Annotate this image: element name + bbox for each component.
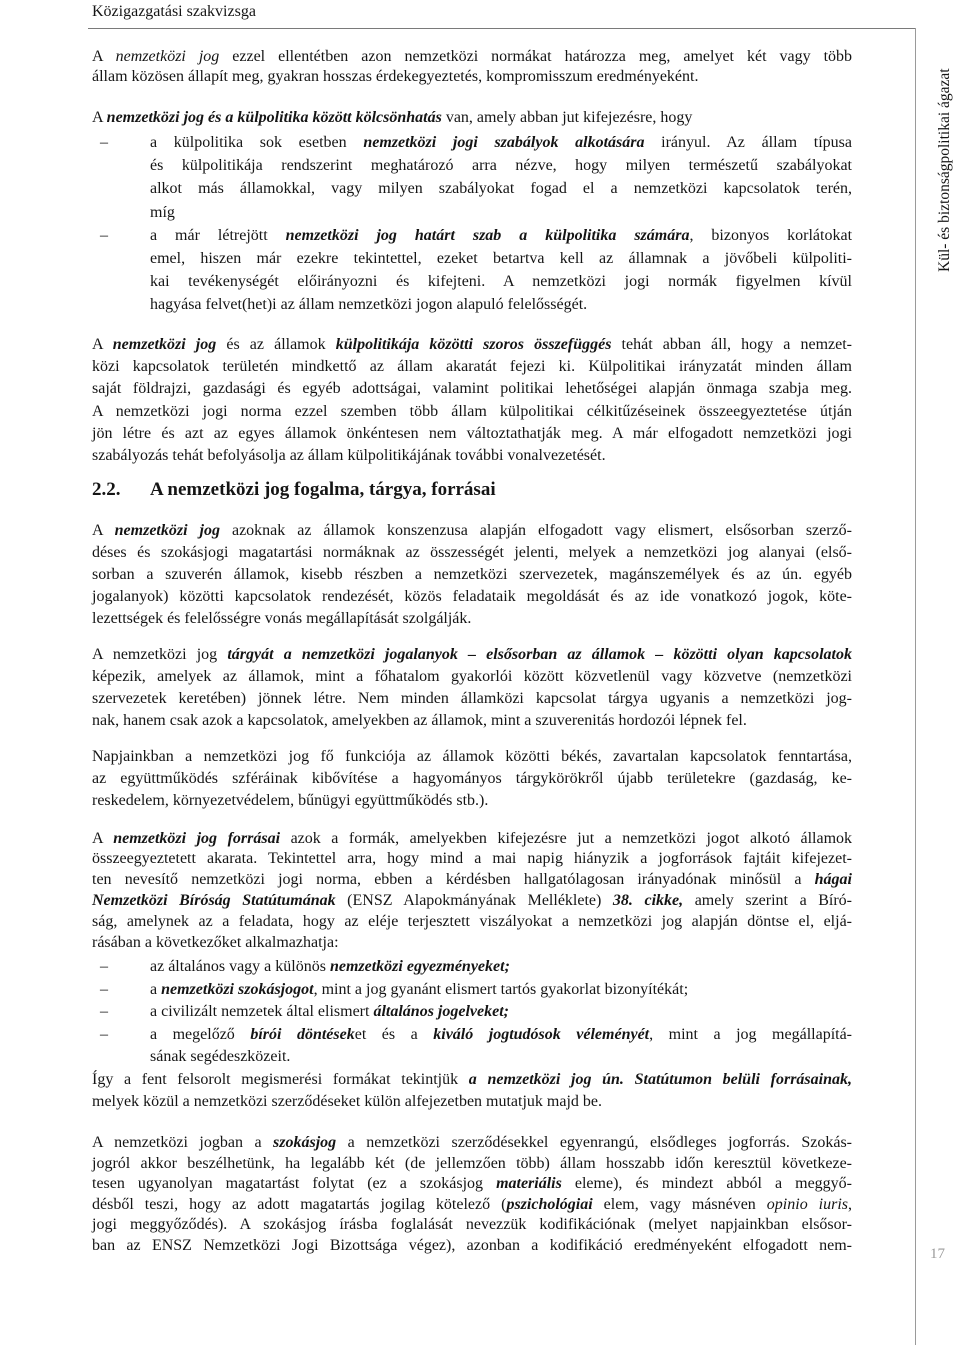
text-line xyxy=(92,1174,852,1195)
text-run: saját földrajzi, gazdasági és egyéb adottságai, valamint politikai lehetőségei alapján önmaga szabja meg. xyxy=(92,380,852,398)
text-run: míg xyxy=(150,203,175,221)
text-run: szabályozás tehát befolyásolja az állam külpolitikájának további vonalvezetését. xyxy=(92,446,606,464)
section-title: A nemzetközi jog fogalma, tárgya, forrásai xyxy=(150,479,496,500)
text-line xyxy=(92,445,852,467)
list-item xyxy=(92,956,852,979)
running-header-title: Közigazgatási szakvizsga xyxy=(92,3,256,20)
text-run: hagyása felvet(het)i az állam nemzetközi jogon alapuló felelősségét. xyxy=(150,296,588,314)
text-line xyxy=(92,423,852,445)
text-run: kai tevékenységét előirányozni és kifejteni. A nemzetközi jogi normák figyelmen kívül xyxy=(150,273,852,291)
text-run: jön létre és azt az egyes államok önkéntesen nem változtathatják meg. A már elfogadott nemzetközi jogi xyxy=(92,424,852,442)
text-run: amely szerint a Bíró- xyxy=(683,892,853,910)
list-item xyxy=(92,131,852,224)
text-run: lezettségek és felelősségre vonás megállapítását szolgálják. xyxy=(92,610,472,627)
text-run: , bizonyos korlátokat xyxy=(689,226,853,244)
text-run: külpolitikája közötti szoros összefüggés xyxy=(335,336,612,353)
text-run: nemzetközi jog és a külpolitika között kölcsönhatás xyxy=(106,109,442,126)
list-item-text xyxy=(150,956,852,979)
text-line xyxy=(92,586,852,608)
text-run: szokásjog xyxy=(273,1134,337,1151)
paragraph-function xyxy=(92,746,852,812)
text-line xyxy=(92,688,852,710)
text-run: jogi meggyőződés). A szokásjog írásba foglalását nevezzük kodifikációnak (melyet napjainkban elsősor- xyxy=(92,1216,852,1233)
text-run: közi kapcsolatok területén mindkettő az állam akaratát fejezi ki. Külpolitikai irányzatát minden állam xyxy=(92,358,852,376)
text-line xyxy=(92,644,852,666)
text-line xyxy=(150,247,852,270)
text-run: désből teszi, hogy az adott magatartás jogilag kötelező ( xyxy=(92,1195,507,1213)
list-item xyxy=(92,1024,852,1069)
interaction-dash-list xyxy=(92,131,852,317)
text-run: ezzel ellentétben azon nemzetközi normákat határozza meg, amelyet két vagy több xyxy=(219,48,853,65)
text-run: képezik, amelyek az államok, mint a főhatalom gyakorlói között közvetlenül vagy közvetve (nemzetközi xyxy=(92,668,852,685)
text-run: pszichológiai xyxy=(506,1195,593,1213)
text-line xyxy=(92,401,852,423)
text-run: irányul. Az állam típusa xyxy=(644,134,853,151)
text-run: összeegyeztetett akarata. Tekintettel arra, hogy mind a mai napig hiányzik a jogforrások fajtáit kifejezet- xyxy=(92,850,852,868)
section-number: 2.2. xyxy=(92,479,121,500)
list-item xyxy=(92,979,852,1002)
page-number: 17 xyxy=(930,1246,945,1262)
text-run: A xyxy=(92,336,113,353)
text-line xyxy=(92,870,852,891)
paragraph-subject xyxy=(92,644,852,732)
text-run: a civilizált nemzetek által elismert xyxy=(150,1003,374,1021)
text-run: tesen ugyanolyan magatartást folytat (ez a szokásjog xyxy=(92,1175,497,1192)
text-line xyxy=(92,1195,852,1216)
text-run: a xyxy=(150,980,162,998)
text-line xyxy=(92,47,852,67)
text-run: nemzetközi egyezményeket; xyxy=(329,958,510,975)
list-dash: – xyxy=(100,958,108,975)
text-line xyxy=(92,564,852,586)
text-line xyxy=(92,849,852,870)
text-line xyxy=(150,224,852,247)
text-run: a külpolitika sok esetben xyxy=(150,134,364,151)
text-line xyxy=(92,1091,852,1113)
text-line xyxy=(92,746,852,768)
text-run: az együttműködés szféráinak kibővítése a hagyományos tárgykörökről újabb területekre (gazdaság, ke- xyxy=(92,770,852,787)
text-run: rásában a következőket alkalmazhatja: xyxy=(92,933,339,951)
text-run: A nemzetközi jogban a xyxy=(92,1134,274,1151)
text-run: A xyxy=(92,109,107,126)
text-run: a már létrejött xyxy=(150,226,286,244)
text-run: A nemzetközi jogi norma ezzel szemben több állam külpolitikai célkitűzéseinek összeegyeztetése útján xyxy=(92,402,852,420)
section-heading xyxy=(92,478,852,502)
text-run: ság, amelynek az a feladata, hogy az eléje terjesztett viszályokat a nemzetközi jog alapján döntse el, eljá- xyxy=(92,913,852,931)
text-line xyxy=(150,1001,852,1024)
list-dash: – xyxy=(100,1003,108,1021)
text-run: alkot más államokkal, vagy milyen szabályokat fogad el a nemzetközi kapcsolatok terén, xyxy=(150,180,852,198)
text-run: , mint a jog gyanánt elismert tartós gyakorlat bizonyítékát; xyxy=(313,980,689,998)
text-run: opinio iuris xyxy=(766,1195,849,1213)
text-line xyxy=(92,933,852,954)
text-run: a nemzetközi szerződésekkel egyenrangú, elsődleges jogforrás. Szokás- xyxy=(336,1134,853,1151)
text-run: ten nevesítő nemzetközi jogi norma, ebben a kérdésben hallgatólagosan irányadónak minősül a xyxy=(92,871,815,889)
text-run: ban az ENSZ Nemzetközi Jogi Bizottsága végez), azonban a kodifikáció eredményeként elfogadott nem- xyxy=(92,1236,852,1254)
text-line xyxy=(150,131,852,154)
text-run: azok a formák, amelyekben kifejezésre jut a nemzetközi jogot alkotó államok xyxy=(280,829,853,847)
text-line xyxy=(150,270,852,293)
text-run: általános jogelveket; xyxy=(373,1003,509,1021)
text-run: nak, hanem csak azok a kapcsolatok, amelyekben az államok, mint a szuverenitás hordozói lépnek fel. xyxy=(92,712,747,729)
paragraph-definition xyxy=(92,520,852,630)
text-run: nemzetközi jog xyxy=(112,336,217,353)
text-run: nemzetközi szokásjogot xyxy=(161,980,314,998)
text-run: jogalanyok) közötti kapcsolatok rendezését, közös feladataik megoldását és az ide vonatkozó jogok, köte- xyxy=(92,588,852,605)
text-line xyxy=(92,790,852,812)
text-line xyxy=(92,1133,852,1154)
text-line xyxy=(92,378,852,400)
paragraph-connection xyxy=(92,334,852,467)
list-item-text xyxy=(150,979,852,1002)
text-line xyxy=(150,956,852,979)
header-divider xyxy=(88,28,916,29)
text-run: A xyxy=(92,48,116,65)
paragraph-sources xyxy=(92,829,852,954)
list-dash: – xyxy=(100,134,108,151)
text-run: tárgyát a nemzetközi jogalanyok – elsősorban az államok – közötti olyan kapcsolatok xyxy=(227,646,853,663)
list-dash: – xyxy=(100,980,108,998)
text-run: eleme), és mindezt abból a meggyő- xyxy=(561,1175,853,1192)
text-run: azoknak az államok konszenzusa alapján elfogadott vagy elismert, elsősorban szerző- xyxy=(219,522,853,539)
paragraph-interaction xyxy=(92,107,852,129)
text-run: van, amely abban jut kifejezésre, hogy xyxy=(441,109,693,126)
text-line xyxy=(92,334,852,356)
list-item-text xyxy=(150,224,852,317)
text-line xyxy=(92,768,852,790)
text-run: A xyxy=(92,829,114,847)
text-run: reskedelem, környezetvédelem, bűnügyi együttműködés stb.). xyxy=(92,792,489,809)
text-run: (ENSZ Alapokmányának Melléklete) xyxy=(335,892,613,910)
text-run: kiváló jogtudósok véleményét xyxy=(433,1025,650,1043)
text-run: Így a fent felsorolt megismerési formákat tekintjük xyxy=(92,1071,469,1088)
text-line xyxy=(92,710,852,732)
paragraph-statute-sources xyxy=(92,1069,852,1113)
text-run: , mint a jog megállapítá- xyxy=(649,1025,853,1043)
text-run: Nemzetközi Bíróság Statútumának xyxy=(92,892,336,910)
text-run: nemzetközi jog xyxy=(114,522,220,539)
margin-divider xyxy=(915,28,916,1345)
text-run: et és a xyxy=(354,1025,434,1043)
text-line xyxy=(150,1024,852,1047)
text-line xyxy=(92,67,852,87)
text-line xyxy=(150,979,852,1002)
text-line xyxy=(150,1046,852,1069)
text-run: szervezetek keretében) jönnek létre. Nem minden államközi kapcsolat tárgya ugyanis a nemzetközi jog- xyxy=(92,690,852,707)
list-item xyxy=(92,224,852,317)
text-run: nemzetközi jog határt szab a külpolitika számára xyxy=(285,226,690,244)
text-run: és külpolitikája rendszerint meghatározó arra nézve, hogy milyen természetű szabályokat xyxy=(150,157,852,175)
text-run: nemzetközi jog forrásai xyxy=(113,829,281,847)
list-dash: – xyxy=(100,226,108,244)
text-line xyxy=(150,201,852,224)
text-line xyxy=(92,107,852,129)
text-run: jogról akkor beszélhetünk, ha legalább két (de jellemzően több) állam hosszabb időn keresztül következe- xyxy=(92,1154,852,1172)
text-line xyxy=(92,829,852,850)
text-line xyxy=(150,177,852,200)
text-run: A xyxy=(92,522,115,539)
text-run: az általános vagy a különös xyxy=(150,958,330,975)
text-line xyxy=(92,912,852,933)
text-run: elem, vagy másnéven xyxy=(592,1195,767,1213)
text-run: a megelőző xyxy=(150,1025,251,1043)
list-item-text xyxy=(150,1024,852,1069)
text-run: Napjainkban a nemzetközi jog fő funkciója az államok közötti békés, zavartalan kapcsolatok fenntartása, xyxy=(92,748,852,765)
text-line xyxy=(92,356,852,378)
text-line xyxy=(150,154,852,177)
text-line xyxy=(92,666,852,688)
text-run: hágai xyxy=(814,871,852,889)
text-run: nemzetközi jog xyxy=(115,48,220,65)
paragraph-intro xyxy=(92,47,852,87)
text-line xyxy=(92,1236,852,1257)
text-run: sorban a szuverén államok, kisebb részben a nemzetközi szervezetek, magánszemélyek és az ún. egyéb xyxy=(92,566,852,583)
text-run: materiális xyxy=(496,1175,562,1192)
text-run: nemzetközi jogi szabályok alkotására xyxy=(363,134,645,151)
text-line xyxy=(92,891,852,912)
text-line xyxy=(92,1069,852,1091)
text-line xyxy=(92,1215,852,1236)
list-dash: – xyxy=(100,1025,108,1043)
list-item-text xyxy=(150,1001,852,1024)
paragraph-customary-law xyxy=(92,1133,852,1256)
text-run: sának segédeszközeit. xyxy=(150,1048,291,1066)
list-item xyxy=(92,1001,852,1024)
list-item-text xyxy=(150,131,852,224)
text-run: emel, hiszen már ezekre tekintettel, ezeket betartva kell az államnak a jövőbeli külpoliti- xyxy=(150,249,852,267)
text-run: 38. cikke, xyxy=(612,892,684,910)
text-line xyxy=(92,520,852,542)
text-line xyxy=(92,542,852,564)
text-run: A nemzetközi jog xyxy=(92,646,228,663)
text-run: melyek közül a nemzetközi szerződéseket külön alfejezetben mutatjuk majd be. xyxy=(92,1093,603,1110)
text-run: , xyxy=(848,1195,853,1213)
text-run: a nemzetközi jog ún. Statútumon belüli forrásainak, xyxy=(468,1071,852,1088)
text-run: bírói döntések xyxy=(250,1025,355,1043)
sources-dash-list xyxy=(92,956,852,1069)
text-line xyxy=(92,1154,852,1175)
text-run: déses és szokásjogi magatartási normáknak az összességét jelenti, melyek a nemzetközi jog alanyai (első- xyxy=(92,544,852,561)
text-line xyxy=(150,293,852,316)
section-side-tab: Kül- és biztonságpolitikai ágazat xyxy=(936,68,953,272)
text-run: és az államok xyxy=(216,336,336,353)
text-run: állam közösen állapít meg, gyakran hosszas érdekegyeztetés, kompromisszum eredményeként. xyxy=(92,68,699,85)
text-line xyxy=(92,608,852,630)
text-run: tehát abban áll, hogy a nemzet- xyxy=(611,336,852,353)
